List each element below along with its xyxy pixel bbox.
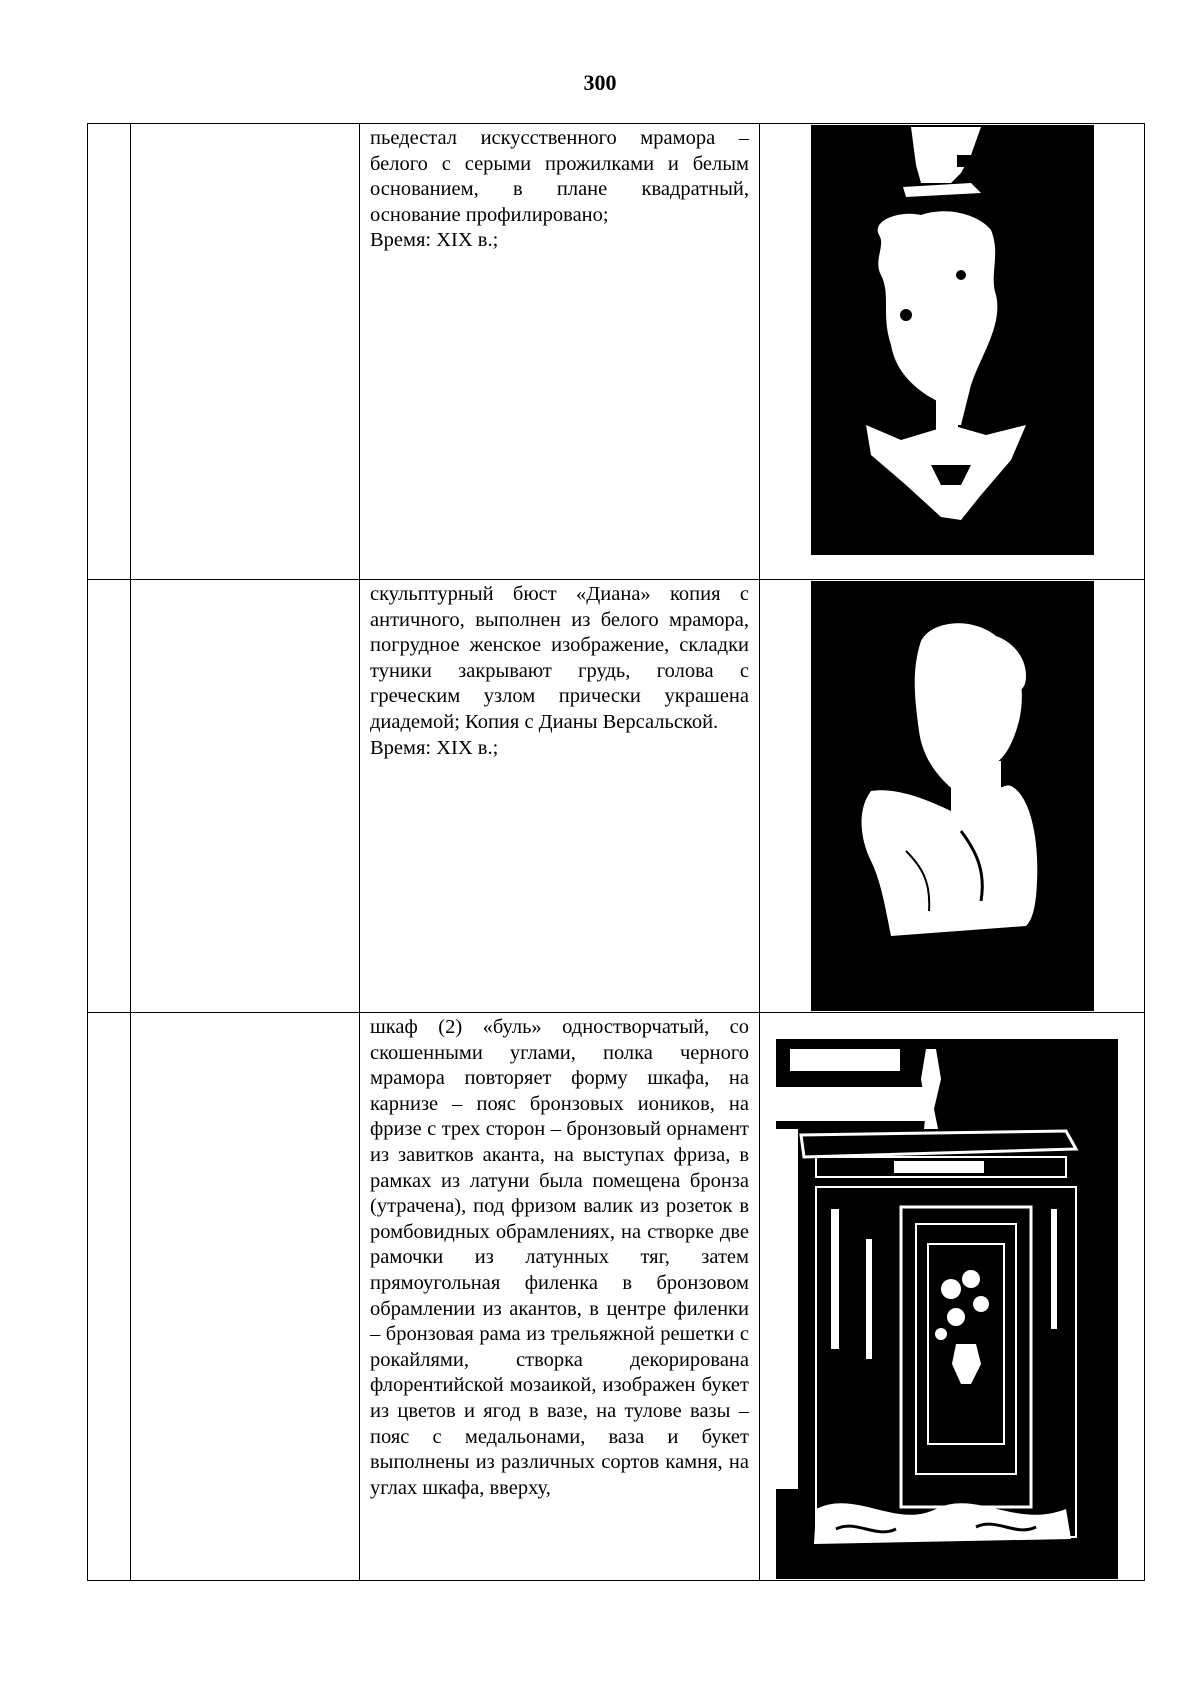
description-cell xyxy=(360,124,760,580)
registry-table xyxy=(87,123,1145,1581)
number-cell xyxy=(88,1013,131,1581)
item-time: Время: XIX в.; xyxy=(370,229,499,252)
name-cell xyxy=(131,124,360,580)
marble-bust-photo xyxy=(811,581,1094,1011)
description-cell xyxy=(360,580,760,1013)
number-cell xyxy=(88,124,131,580)
pedestal-with-vase-photo xyxy=(811,125,1094,555)
table-row xyxy=(88,124,1145,580)
table-row xyxy=(88,580,1145,1013)
page-number: 300 xyxy=(583,70,617,95)
number-cell xyxy=(88,580,131,1013)
name-cell xyxy=(131,580,360,1013)
description-cell xyxy=(360,1013,760,1581)
table-row xyxy=(88,1013,1145,1581)
item-description: шкаф (2) «буль» одностворчатый, со скошенными углами, полка черного мрамора повторяет форму шкафа, на карнизе – пояс бронзовых иоников, на фризе с трех сторон – бронзовый орнамент из завитков аканта, на выступах фриза, в рамках из латуни была помещена бронза (утрачена), под фризом валик из розеток в ромбовидных обрамлениях, на створке две рамочки из латунных тяг, затем прямоугольная филенка в бронзовом обрамлении из акантов, в центре филенки – бронзовая рама из трельяжной решетки с рокайлями, створка декорирована флорентийской мозаикой, изображен букет из цветов и ягод в вазе, на тулове вазы – пояс с медальонами, ваза и букет выполнены из различных сортов камня, на углах шкафа, вверху, xyxy=(370,1016,749,1499)
name-cell xyxy=(131,1013,360,1581)
photo-cell xyxy=(760,580,1145,1013)
photo-cell xyxy=(760,124,1145,580)
photo-cell xyxy=(760,1013,1145,1581)
item-description: пьедестал искусственного мрамора – белого с серыми прожилками и белым основанием, в плане квадратный, основание профилировано; xyxy=(370,127,749,226)
boulle-cabinet-photo xyxy=(776,1039,1118,1579)
item-description: скульптурный бюст «Диана» копия с античного, выполнен из белого мрамора, погрудное женское изображение, складки туники закрывают грудь, голова с греческим узлом прически украшена диадемой; Копия с Дианы Версальской. xyxy=(370,583,749,733)
item-time: Время: XIX в.; xyxy=(370,736,499,759)
